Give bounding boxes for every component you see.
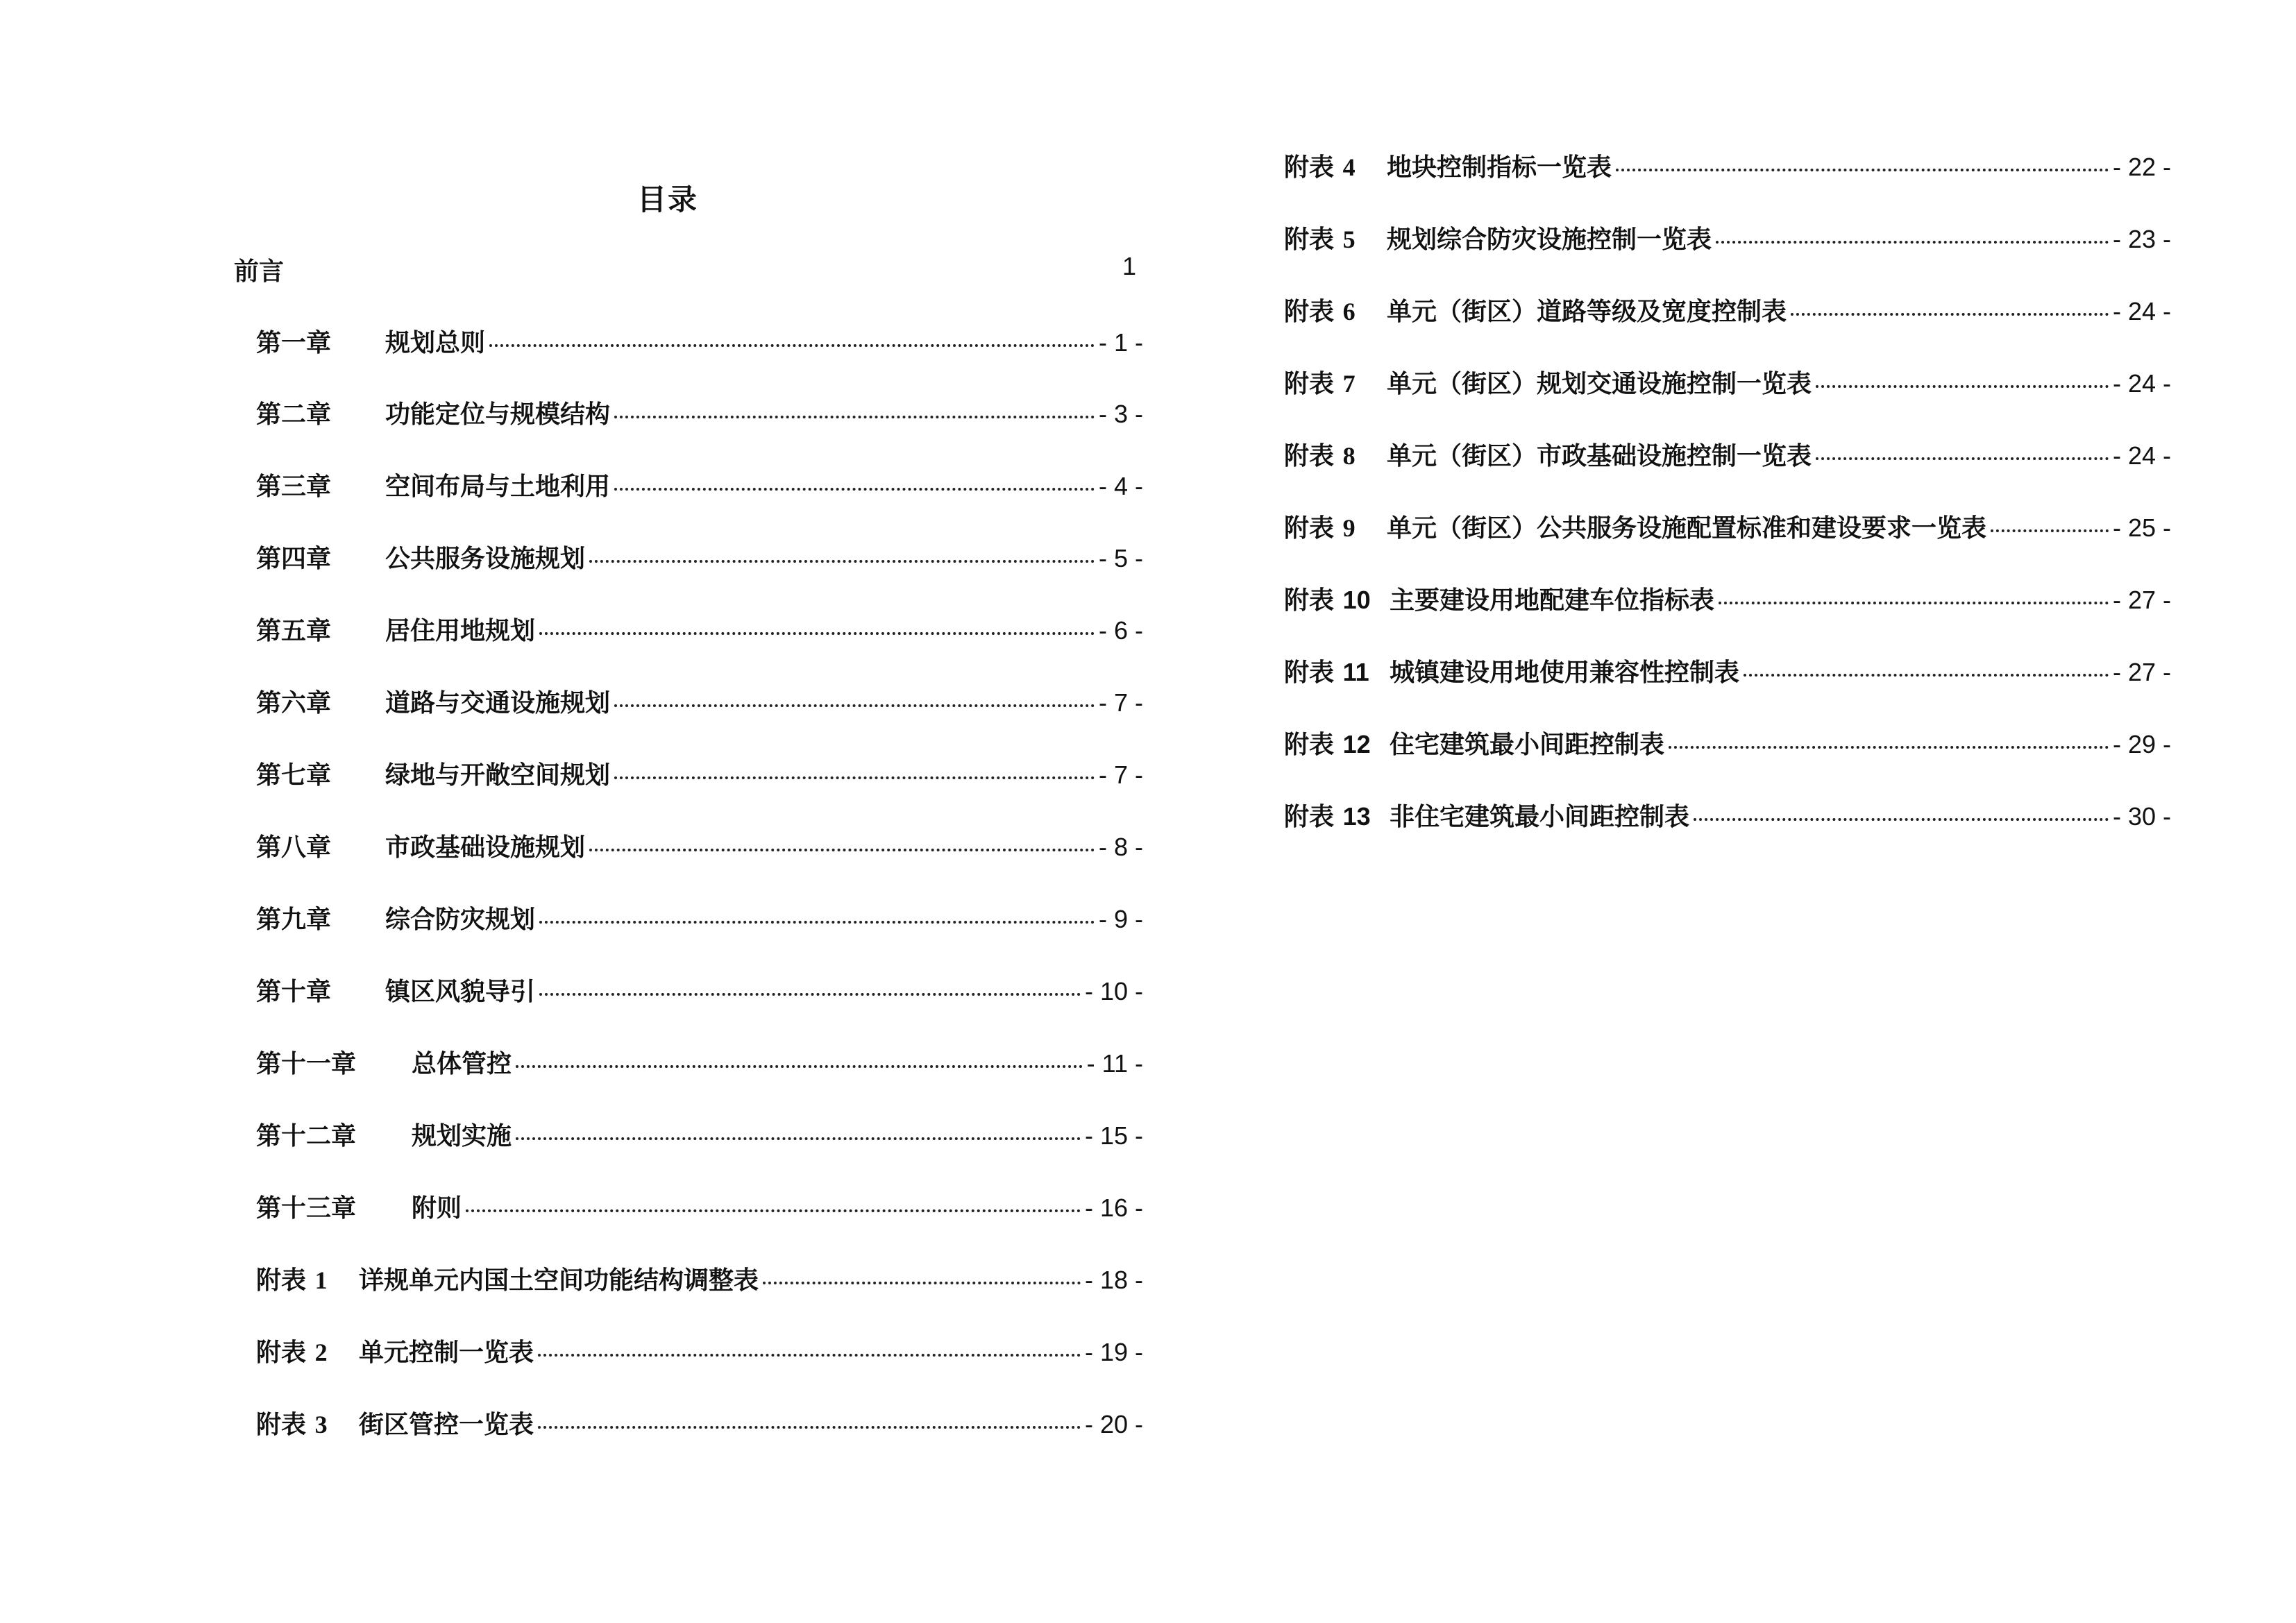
toc-entry-page: - 18 -	[1084, 1266, 1143, 1294]
appendix-index: 1	[314, 1266, 328, 1294]
dot-leader	[589, 849, 1095, 851]
toc-entry-appendix-12[interactable]	[1284, 725, 2171, 764]
appendix-title: 主要建设用地配建车位指标表	[1390, 586, 1715, 615]
appendix-title: 单元（街区）规划交通设施控制一览表	[1387, 370, 1812, 398]
appendix-number	[1284, 220, 1387, 255]
chapter-number: 第十一章	[256, 1050, 357, 1078]
chapter-number: 第十二章	[256, 1122, 357, 1150]
appendix-number	[1284, 292, 1387, 328]
toc-entry-chapter-8[interactable]	[256, 828, 1143, 867]
toc-entry-chapter-9[interactable]	[256, 900, 1143, 939]
appendix-index: 4	[1342, 153, 1356, 181]
chapter-title: 功能定位与规模结构	[385, 400, 611, 429]
dot-leader	[1616, 169, 2109, 171]
toc-entry-page: - 3 -	[1098, 400, 1143, 428]
toc-entry-appendix-3[interactable]	[256, 1405, 1143, 1444]
chapter-title: 空间布局与土地利用	[385, 473, 611, 501]
appendix-index: 11	[1342, 658, 1369, 686]
toc-entry-page: - 4 -	[1098, 472, 1143, 500]
toc-entry-page: - 25 -	[2112, 513, 2171, 542]
appendix-number	[1284, 436, 1387, 472]
dot-leader	[763, 1282, 1081, 1284]
dot-leader	[538, 1354, 1081, 1357]
appendix-prefix: 附表	[256, 1411, 307, 1439]
toc-entry-appendix-1[interactable]	[256, 1261, 1143, 1300]
toc-entry-page: - 27 -	[2112, 658, 2171, 686]
dot-leader	[1719, 602, 2109, 604]
chapter-number: 第七章	[256, 761, 332, 790]
appendix-index: 12	[1342, 730, 1371, 758]
toc-entry-page: - 9 -	[1098, 905, 1143, 933]
appendix-number	[1284, 148, 1387, 183]
toc-entry-appendix-10[interactable]	[1284, 581, 2171, 620]
appendix-title: 单元控制一览表	[359, 1339, 534, 1367]
appendix-index: 5	[1342, 226, 1356, 253]
appendix-number	[1284, 653, 1390, 688]
appendix-title: 规划综合防灾设施控制一览表	[1387, 226, 1712, 254]
toc-entry-chapter-3[interactable]	[256, 467, 1143, 506]
dot-leader	[589, 560, 1095, 563]
toc-entry-page: - 5 -	[1098, 544, 1143, 572]
dot-leader	[614, 704, 1095, 707]
dot-leader	[614, 488, 1095, 491]
chapter-number: 第三章	[256, 473, 332, 501]
chapter-number: 第二章	[256, 400, 332, 429]
appendix-index: 10	[1342, 586, 1371, 614]
appendix-title: 单元（街区）公共服务设施配置标准和建设要求一览表	[1387, 514, 1987, 543]
toc-entry-preface[interactable]	[234, 252, 1143, 288]
appendix-prefix: 附表	[1284, 658, 1335, 687]
toc-entry-page: - 8 -	[1098, 833, 1143, 861]
toc-entry-chapter-1[interactable]	[256, 323, 1143, 362]
chapter-number: 第十三章	[256, 1194, 357, 1223]
dot-leader	[538, 1426, 1081, 1429]
chapter-title: 市政基础设施规划	[385, 833, 586, 862]
toc-entry-page: - 22 -	[2112, 153, 2171, 181]
appendix-index: 6	[1342, 298, 1356, 325]
appendix-number	[256, 1333, 359, 1368]
toc-entry-chapter-7[interactable]	[256, 756, 1143, 794]
chapter-title: 道路与交通设施规划	[385, 689, 611, 717]
chapter-number: 第九章	[256, 906, 332, 934]
appendix-title: 单元（街区）道路等级及宽度控制表	[1387, 298, 1787, 326]
toc-entry-chapter-13[interactable]	[256, 1189, 1143, 1227]
chapter-title: 规划总则	[385, 329, 486, 357]
appendix-number	[1284, 725, 1390, 760]
toc-entry-page: - 24 -	[2112, 441, 2171, 470]
appendix-prefix: 附表	[256, 1339, 307, 1367]
toc-entry-page: - 20 -	[1084, 1410, 1143, 1438]
chapter-number: 第六章	[256, 689, 332, 717]
toc-entry-page: - 6 -	[1098, 616, 1143, 645]
chapter-title: 镇区风貌导引	[385, 978, 536, 1006]
dot-leader	[516, 1065, 1083, 1068]
toc-entry-appendix-8[interactable]	[1284, 436, 2171, 475]
appendix-title: 详规单元内国土空间功能结构调整表	[359, 1266, 759, 1295]
toc-entry-page: - 16 -	[1084, 1193, 1143, 1222]
dot-leader	[1694, 818, 2109, 821]
appendix-index: 3	[314, 1411, 328, 1438]
dot-leader	[539, 993, 1081, 996]
appendix-index: 9	[1342, 514, 1356, 542]
dot-leader	[1716, 241, 2109, 244]
toc-entry-page: - 15 -	[1084, 1121, 1143, 1150]
appendix-title: 城镇建设用地使用兼容性控制表	[1390, 658, 1740, 687]
toc-entry-label: 前言	[234, 257, 285, 286]
appendix-index: 7	[1342, 370, 1356, 398]
dot-leader	[1816, 457, 2109, 460]
toc-entry-appendix-11[interactable]	[1284, 653, 2171, 692]
appendix-title: 街区管控一览表	[359, 1411, 534, 1439]
dot-leader	[539, 921, 1095, 924]
toc-entry-page: - 7 -	[1098, 760, 1143, 789]
appendix-index: 2	[314, 1339, 328, 1366]
toc-entry-page: - 11 -	[1086, 1049, 1143, 1078]
dot-leader	[1816, 385, 2109, 388]
dot-leader	[516, 1137, 1081, 1140]
appendix-number	[1284, 797, 1390, 833]
appendix-number	[256, 1405, 359, 1441]
appendix-number	[1284, 509, 1387, 544]
toc-entry-page: 1	[1122, 252, 1136, 280]
dot-leader	[539, 632, 1095, 635]
dot-leader	[489, 344, 1095, 347]
toc-entry-page: - 19 -	[1084, 1338, 1143, 1366]
toc-entry-appendix-2[interactable]	[256, 1333, 1143, 1372]
dot-leader	[1791, 313, 2109, 316]
appendix-index: 8	[1342, 442, 1356, 470]
appendix-prefix: 附表	[1284, 514, 1335, 543]
chapter-title: 总体管控	[412, 1050, 512, 1078]
toc-entry-appendix-7[interactable]	[1284, 364, 2171, 403]
chapter-number: 第一章	[256, 329, 332, 357]
toc-entry-chapter-10[interactable]	[256, 972, 1143, 1011]
toc-entry-appendix-6[interactable]	[1284, 292, 2171, 331]
toc-entry-appendix-9[interactable]	[1284, 509, 2171, 547]
toc-entry-page: - 7 -	[1098, 688, 1143, 717]
appendix-title: 单元（街区）市政基础设施控制一览表	[1387, 442, 1812, 470]
toc-entry-page: - 10 -	[1084, 977, 1143, 1005]
toc-entry-appendix-4[interactable]	[1284, 148, 2171, 187]
toc-entry-page: - 27 -	[2112, 586, 2171, 614]
toc-entry-chapter-12[interactable]	[256, 1116, 1143, 1155]
chapter-title: 规划实施	[412, 1122, 512, 1150]
toc-entry-page: - 1 -	[1098, 328, 1143, 357]
appendix-title: 地块控制指标一览表	[1387, 153, 1612, 182]
toc-entry-chapter-5[interactable]	[256, 611, 1143, 650]
toc-entry-chapter-6[interactable]	[256, 683, 1143, 722]
appendix-prefix: 附表	[1284, 226, 1335, 254]
chapter-number: 第十章	[256, 978, 332, 1006]
toc-entry-appendix-5[interactable]	[1284, 220, 2171, 259]
toc-entry-chapter-2[interactable]	[256, 395, 1143, 434]
appendix-prefix: 附表	[1284, 153, 1335, 182]
appendix-number	[1284, 581, 1390, 616]
chapter-title: 公共服务设施规划	[385, 545, 586, 573]
chapter-title: 绿地与开敞空间规划	[385, 761, 611, 790]
toc-entry-appendix-13[interactable]	[1284, 797, 2171, 836]
dot-leader	[466, 1209, 1081, 1212]
dot-leader	[1744, 674, 2109, 677]
toc-entry-page: - 24 -	[2112, 297, 2171, 325]
dot-leader	[1669, 746, 2109, 749]
toc-entry-page: - 29 -	[2112, 730, 2171, 758]
dot-leader	[614, 776, 1095, 779]
appendix-index: 13	[1342, 802, 1371, 831]
dot-leader	[1991, 529, 2109, 532]
appendix-prefix: 附表	[1284, 586, 1335, 615]
chapter-number: 第四章	[256, 545, 332, 573]
toc-entry-chapter-4[interactable]	[256, 539, 1143, 578]
appendix-prefix: 附表	[1284, 298, 1335, 326]
chapter-number: 第五章	[256, 617, 332, 645]
appendix-title: 住宅建筑最小间距控制表	[1390, 731, 1665, 759]
appendix-prefix: 附表	[1284, 370, 1335, 398]
appendix-prefix: 附表	[1284, 803, 1335, 831]
chapter-title: 综合防灾规划	[385, 906, 536, 934]
toc-entry-page: - 30 -	[2112, 802, 2171, 831]
toc-entry-chapter-11[interactable]	[256, 1044, 1143, 1083]
appendix-number	[1284, 364, 1387, 400]
toc-title: 目录	[636, 182, 698, 216]
chapter-number: 第八章	[256, 833, 332, 862]
appendix-prefix: 附表	[1284, 442, 1335, 470]
chapter-title: 居住用地规划	[385, 617, 536, 645]
appendix-title: 非住宅建筑最小间距控制表	[1390, 803, 1690, 831]
toc-entry-page: - 23 -	[2112, 225, 2171, 253]
toc-entry-page: - 24 -	[2112, 369, 2171, 398]
appendix-prefix: 附表	[256, 1266, 307, 1295]
appendix-prefix: 附表	[1284, 731, 1335, 759]
appendix-number	[256, 1261, 359, 1296]
chapter-title: 附则	[412, 1194, 462, 1223]
dot-leader	[614, 416, 1095, 418]
